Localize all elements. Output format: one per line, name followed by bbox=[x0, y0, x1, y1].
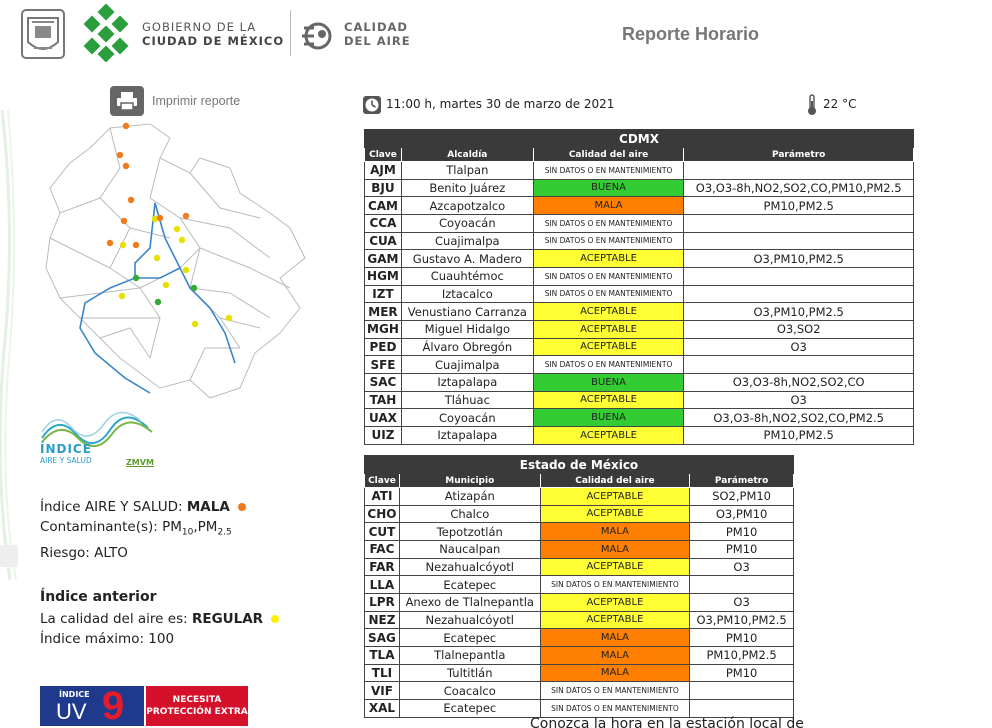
air-quality: ACEPTABLE bbox=[533, 320, 684, 338]
table-row bbox=[365, 338, 914, 356]
uv-small-label: ÍNDICE bbox=[59, 690, 90, 699]
station-code: CAM bbox=[365, 197, 402, 215]
logo-indice-text: ÍNDICE bbox=[40, 442, 92, 456]
edomex-table-body bbox=[365, 488, 794, 718]
air-quality: SIN DATOS O EN MANTENIMIENTO bbox=[533, 232, 684, 250]
table-row bbox=[365, 197, 914, 215]
station-location: Atizapán bbox=[399, 488, 540, 506]
risk-line: Riesgo: ALTO bbox=[40, 544, 128, 561]
calidad-aire-name bbox=[344, 20, 411, 48]
station-code: IZT bbox=[365, 285, 402, 303]
gobierno-logo-icon bbox=[80, 4, 132, 62]
air-quality: ACEPTABLE bbox=[540, 611, 690, 629]
station-location: Cuajimalpa bbox=[401, 356, 533, 374]
air-quality: BUENA bbox=[533, 409, 684, 427]
logo-aire-salud-text: AIRE Y SALUD bbox=[40, 456, 92, 465]
station-location: Iztacalco bbox=[401, 285, 533, 303]
station-code: PED bbox=[365, 338, 402, 356]
station-location: Miguel Hidalgo bbox=[401, 320, 533, 338]
station-location: Iztapalapa bbox=[401, 373, 533, 391]
station-location: Ecatepec bbox=[399, 629, 540, 647]
air-quality: MALA bbox=[540, 523, 690, 541]
parameters: O3,PM10 bbox=[690, 505, 794, 523]
page-header bbox=[0, 0, 992, 70]
thermometer-icon bbox=[806, 94, 818, 116]
station-code: VIF bbox=[365, 682, 400, 700]
current-index-line bbox=[40, 497, 246, 517]
air-quality: MALA bbox=[540, 540, 690, 558]
station-location: Cuauhtémoc bbox=[401, 267, 533, 285]
air-quality: SIN DATOS O EN MANTENIMIENTO bbox=[533, 356, 684, 374]
uv-note-line2: PROTECCIÓN EXTRA bbox=[146, 707, 248, 717]
col-calidad: Calidad del aire bbox=[533, 148, 684, 162]
previous-quality-value: REGULAR bbox=[191, 611, 264, 627]
parameters bbox=[684, 267, 914, 285]
max-index-line: Índice máximo: 100 bbox=[40, 631, 175, 647]
aire-line2: DEL AIRE bbox=[344, 34, 411, 48]
table-row bbox=[365, 576, 794, 594]
station-location: Cuajimalpa bbox=[401, 232, 533, 250]
station-code: LLA bbox=[365, 576, 400, 594]
air-quality: SIN DATOS O EN MANTENIMIENTO bbox=[533, 285, 684, 303]
air-quality: SIN DATOS O EN MANTENIMIENTO bbox=[540, 576, 690, 594]
gob-line2: CIUDAD DE MÉXICO bbox=[142, 34, 285, 48]
gob-line1: GOBIERNO DE LA bbox=[142, 20, 257, 34]
table-row bbox=[365, 488, 794, 506]
station-code: CHO bbox=[365, 505, 400, 523]
table-row bbox=[365, 426, 914, 444]
previous-quality-line bbox=[40, 609, 279, 629]
station-location: Coyoacán bbox=[401, 409, 533, 427]
parameters: O3,O3-8h,NO2,SO2,CO,PM10,PM2.5 bbox=[684, 179, 914, 197]
table-row bbox=[365, 373, 914, 391]
station-code: LPR bbox=[365, 593, 400, 611]
air-quality: SIN DATOS O EN MANTENIMIENTO bbox=[540, 699, 690, 717]
air-quality: BUENA bbox=[533, 179, 684, 197]
station-location: Iztapalapa bbox=[401, 426, 533, 444]
station-code: TAH bbox=[365, 391, 402, 409]
air-quality: BUENA bbox=[533, 373, 684, 391]
station-code: UAX bbox=[365, 409, 402, 427]
table-row bbox=[365, 664, 794, 682]
station-code: BJU bbox=[365, 179, 402, 197]
col-municipio: Municipio bbox=[399, 474, 540, 488]
parameters bbox=[684, 356, 914, 374]
air-quality: MALA bbox=[533, 197, 684, 215]
table-row bbox=[365, 629, 794, 647]
col-calidad: Calidad del aire bbox=[540, 474, 690, 488]
parameters: O3,PM10,PM2.5 bbox=[690, 611, 794, 629]
parameters: PM10 bbox=[690, 629, 794, 647]
pollutant-sub2: 2.5 bbox=[217, 527, 232, 538]
stations-map[interactable] bbox=[40, 118, 330, 408]
air-quality: SIN DATOS O EN MANTENIMIENTO bbox=[533, 267, 684, 285]
table-row bbox=[365, 232, 914, 250]
station-code: SAC bbox=[365, 373, 402, 391]
station-location: Tultitlán bbox=[399, 664, 540, 682]
uv-number: 9 bbox=[102, 684, 125, 728]
station-location: Coacalco bbox=[399, 682, 540, 700]
station-location: Azcapotzalco bbox=[401, 197, 533, 215]
station-code: TLI bbox=[365, 664, 400, 682]
station-location: Benito Juárez bbox=[401, 179, 533, 197]
station-location: Coyoacán bbox=[401, 214, 533, 232]
current-index-panel bbox=[40, 497, 246, 563]
station-location: Naucalpan bbox=[399, 540, 540, 558]
report-datetime: 11:00 h, martes 30 de marzo de 2021 bbox=[386, 97, 615, 111]
station-code: MGH bbox=[365, 320, 402, 338]
station-location: Ecatepec bbox=[399, 699, 540, 717]
station-location: Tláhuac bbox=[401, 391, 533, 409]
table-row bbox=[365, 179, 914, 197]
table-row bbox=[365, 558, 794, 576]
parameters: PM10 bbox=[690, 664, 794, 682]
print-report-label: Imprimir reporte bbox=[152, 94, 241, 108]
uv-note-line1: NECESITA bbox=[172, 695, 222, 705]
table-row bbox=[365, 611, 794, 629]
uv-index-badge bbox=[40, 686, 144, 726]
table-row bbox=[365, 409, 914, 427]
station-code: FAR bbox=[365, 558, 400, 576]
previous-index-title: Índice anterior bbox=[40, 589, 157, 605]
air-quality: ACEPTABLE bbox=[533, 338, 684, 356]
parameters: O3,O3-8h,NO2,SO2,CO bbox=[684, 373, 914, 391]
table-row bbox=[365, 162, 914, 180]
air-quality: ACEPTABLE bbox=[533, 426, 684, 444]
previous-index-panel bbox=[40, 587, 279, 649]
station-location: Nezahualcóyotl bbox=[399, 611, 540, 629]
station-code: CUT bbox=[365, 523, 400, 541]
edomex-table-title: Estado de México bbox=[365, 456, 794, 474]
footer-note: Conozca la hora en la estación local de bbox=[530, 716, 804, 728]
parameters: PM10,PM2.5 bbox=[690, 646, 794, 664]
air-quality: ACEPTABLE bbox=[540, 488, 690, 506]
table-row bbox=[365, 646, 794, 664]
station-location: Tlalnepantla bbox=[399, 646, 540, 664]
logo-zmvm-text: ZMVM bbox=[126, 458, 154, 467]
parameters: SO2,PM10 bbox=[690, 488, 794, 506]
air-quality: ACEPTABLE bbox=[533, 303, 684, 321]
table-row bbox=[365, 699, 794, 717]
station-location: Ecatepec bbox=[399, 576, 540, 594]
pollutant-pm: PM bbox=[162, 519, 182, 535]
air-quality: SIN DATOS O EN MANTENIMIENTO bbox=[533, 162, 684, 180]
col-clave: Clave bbox=[365, 148, 402, 162]
station-code: CCA bbox=[365, 214, 402, 232]
gobierno-name bbox=[142, 20, 284, 48]
parameters: O3,SO2 bbox=[684, 320, 914, 338]
parameters bbox=[684, 285, 914, 303]
current-index-label: Índice AIRE Y SALUD: bbox=[40, 499, 183, 515]
cdmx-shield-icon bbox=[20, 8, 66, 60]
table-row bbox=[365, 540, 794, 558]
edomex-stations-table bbox=[364, 455, 794, 718]
col-parametro: Parámetro bbox=[690, 474, 794, 488]
table-row bbox=[365, 593, 794, 611]
air-quality: SIN DATOS O EN MANTENIMIENTO bbox=[540, 682, 690, 700]
air-quality: ACEPTABLE bbox=[540, 593, 690, 611]
clock-icon bbox=[362, 95, 382, 115]
station-location: Venustiano Carranza bbox=[401, 303, 533, 321]
station-location: Nezahualcóyotl bbox=[399, 558, 540, 576]
table-row bbox=[365, 356, 914, 374]
print-report-button[interactable] bbox=[110, 86, 240, 116]
parameters: PM10 bbox=[690, 523, 794, 541]
table-row bbox=[365, 320, 914, 338]
parameters bbox=[684, 232, 914, 250]
station-location: Chalco bbox=[399, 505, 540, 523]
aire-line1: CALIDAD bbox=[344, 20, 408, 34]
station-code: ATI bbox=[365, 488, 400, 506]
table-row bbox=[365, 303, 914, 321]
parameters: O3 bbox=[684, 338, 914, 356]
station-location: Tlalpan bbox=[401, 162, 533, 180]
pollutant-label: Contaminante(s): bbox=[40, 519, 158, 535]
current-index-value: MALA bbox=[186, 499, 230, 515]
air-quality: ACEPTABLE bbox=[540, 558, 690, 576]
station-code: AJM bbox=[365, 162, 402, 180]
regular-dot-icon bbox=[271, 615, 279, 623]
parameters: O3 bbox=[690, 593, 794, 611]
station-code: HGM bbox=[365, 267, 402, 285]
table-row bbox=[365, 505, 794, 523]
parameters: O3 bbox=[684, 391, 914, 409]
page-title: Reporte Horario bbox=[622, 24, 760, 44]
station-location: Álvaro Obregón bbox=[401, 338, 533, 356]
air-quality: MALA bbox=[540, 646, 690, 664]
parameters: O3,O3-8h,NO2,SO2,CO,PM2.5 bbox=[684, 409, 914, 427]
temperature-value: 22 °C bbox=[823, 97, 857, 111]
uv-protection-note bbox=[146, 686, 248, 726]
station-location: Gustavo A. Madero bbox=[401, 250, 533, 268]
station-code: TLA bbox=[365, 646, 400, 664]
indice-aire-salud-logo bbox=[38, 410, 168, 476]
mala-dot-icon bbox=[238, 503, 246, 511]
pollutant-line bbox=[40, 517, 246, 543]
parameters: O3 bbox=[690, 558, 794, 576]
parameters bbox=[684, 162, 914, 180]
col-parametro: Parámetro bbox=[684, 148, 914, 162]
pollutant-sub1: 10 bbox=[181, 527, 194, 538]
table-row bbox=[365, 285, 914, 303]
pollutant-sep: ,PM bbox=[193, 519, 218, 535]
station-code: SFE bbox=[365, 356, 402, 374]
parameters: PM10 bbox=[690, 540, 794, 558]
decorative-lines bbox=[0, 110, 18, 580]
station-code: NEZ bbox=[365, 611, 400, 629]
cdmx-table-body bbox=[365, 162, 914, 445]
cdmx-table-title: CDMX bbox=[365, 130, 914, 148]
parameters: PM10,PM2.5 bbox=[684, 197, 914, 215]
table-row bbox=[365, 267, 914, 285]
table-row bbox=[365, 523, 794, 541]
station-code: SAG bbox=[365, 629, 400, 647]
station-code: CUA bbox=[365, 232, 402, 250]
station-code: GAM bbox=[365, 250, 402, 268]
parameters: O3,PM10,PM2.5 bbox=[684, 250, 914, 268]
parameters bbox=[690, 682, 794, 700]
air-quality: ACEPTABLE bbox=[540, 505, 690, 523]
parameters: PM10,PM2.5 bbox=[684, 426, 914, 444]
air-quality: ACEPTABLE bbox=[533, 391, 684, 409]
col-clave: Clave bbox=[365, 474, 400, 488]
air-quality: ACEPTABLE bbox=[533, 250, 684, 268]
air-quality: SIN DATOS O EN MANTENIMIENTO bbox=[533, 214, 684, 232]
table-row bbox=[365, 214, 914, 232]
calidad-aire-logo-icon bbox=[300, 18, 338, 54]
parameters: O3,PM10,PM2.5 bbox=[684, 303, 914, 321]
table-row bbox=[365, 391, 914, 409]
station-location: Anexo de Tlalnepantla bbox=[399, 593, 540, 611]
station-code: UIZ bbox=[365, 426, 402, 444]
printer-icon bbox=[110, 86, 144, 116]
header-divider bbox=[290, 10, 291, 56]
table-row bbox=[365, 250, 914, 268]
air-quality: MALA bbox=[540, 629, 690, 647]
parameters bbox=[684, 214, 914, 232]
station-code: MER bbox=[365, 303, 402, 321]
previous-quality-label: La calidad del aire es: bbox=[40, 611, 188, 627]
col-alcaldia: Alcaldía bbox=[401, 148, 533, 162]
cdmx-stations-table bbox=[364, 129, 914, 445]
table-row bbox=[365, 682, 794, 700]
side-tab bbox=[0, 545, 18, 567]
air-quality: MALA bbox=[540, 664, 690, 682]
uv-big-label: UV bbox=[56, 699, 87, 724]
station-code: XAL bbox=[365, 699, 400, 717]
parameters bbox=[690, 699, 794, 717]
parameters bbox=[690, 576, 794, 594]
station-code: FAC bbox=[365, 540, 400, 558]
station-location: Tepotzotlán bbox=[399, 523, 540, 541]
